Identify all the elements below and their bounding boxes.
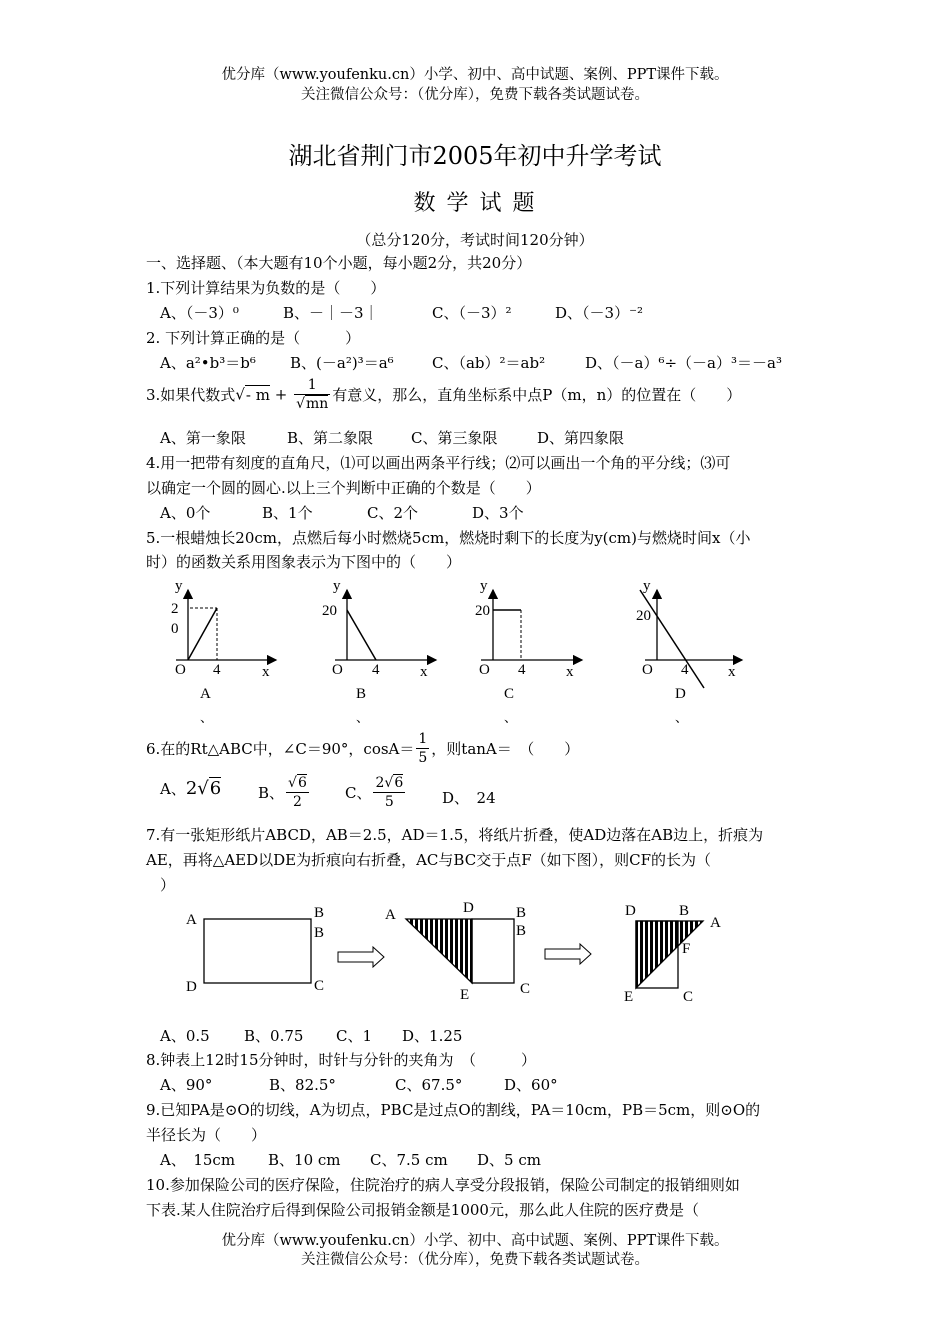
q6-option-c: C、 $\frac{2√6}{5}$ <box>345 775 404 810</box>
svg-text:E: E <box>460 987 470 1003</box>
q3-stem-post: 有意义，那么，直角坐标系中点P（m，n）的位置在（ ） <box>332 386 742 404</box>
q3-stem: 3.如果代数式√- m + $\frac{1}{√mn}$ 有意义，那么，直角坐标系中点P（m，n）的位置在（ ） <box>146 377 742 412</box>
q6-stem: 6.在的Rt△ABC中，∠C＝90°，cosA＝ $\frac{1}{5}$ ，则tanA＝ （ ） <box>146 731 580 766</box>
q9-line-1: 9.已知PA是⊙O的切线，A为切点，PBC是过点O的割线，PA＝10cm，PB＝5cm，则⊙O的 <box>146 1101 761 1119</box>
q5-line-2: 时）的函数关系用图象表示为下图中的（ ） <box>146 553 462 571</box>
fig3-shaded-triangle <box>636 921 703 988</box>
header-line-1: 优分库（www.youfenku.cn）小学、初中、高中试题、案例、PPT课件下载。 <box>221 67 729 83</box>
graph-b-line <box>347 610 376 660</box>
subject-title: 数 学 试 题 <box>413 191 537 216</box>
q7-line-2: AE，再将△AED以DE为折痕向右折叠，AC与BC交于点F（如下图），则CF的长为（ <box>146 851 711 869</box>
q7-option-a: A、0.5 <box>160 1027 210 1045</box>
q9-line-2: 半径长为（ ） <box>146 1126 267 1144</box>
graph-b-origin: O <box>332 662 343 678</box>
section-heading: 一、选择题、（本大题有10个小题，每小题2分，共20分） <box>146 254 532 272</box>
q9-option-c: C、7.5 cm <box>370 1151 448 1169</box>
q7-option-b: B、0.75 <box>244 1027 304 1045</box>
graph-d-mark: 、 <box>675 710 689 725</box>
q1-stem: 1.下列计算结果为负数的是（ ） <box>146 279 386 297</box>
q6-option-a: A、2√6 <box>160 778 222 799</box>
q2-stem: 2. 下列计算正确的是（ ） <box>146 329 361 347</box>
q1-option-a: A、（－3）⁰ <box>160 304 239 322</box>
graph-d-x-label: x <box>728 664 736 680</box>
q8-option-d: D、60° <box>504 1076 558 1094</box>
svg-text:D: D <box>625 903 636 919</box>
fig2-shaded-triangle <box>406 919 472 983</box>
q5-line-1: 5.一根蜡烛长20cm，点燃后每小时燃烧5cm，燃烧时剩下的长度为y(cm)与燃烧时间x（小 <box>146 529 751 547</box>
graph-a-y-label: y <box>175 578 183 594</box>
q7-option-d: D、1.25 <box>402 1027 463 1045</box>
graph-d-ytick: 20 <box>636 608 651 624</box>
q3-fraction-den: √mn <box>296 396 329 412</box>
svg-text:F: F <box>682 941 691 957</box>
graph-b-ytick: 20 <box>322 603 337 619</box>
graph-d-origin: O <box>642 662 653 678</box>
graph-a-ytick-1: 2 <box>171 601 179 617</box>
q7-line-1: 7.有一张矩形纸片ABCD，AB＝2.5，AD＝1.5，将纸片折叠，使AD边落在AB边上，折痕为 <box>146 826 764 844</box>
footer-line-2: 关注微信公众号：（优分库），免费下载各类试题试卷。 <box>301 1252 649 1268</box>
q1-option-c: C、（－3）² <box>432 304 512 322</box>
fig-arrow-1 <box>338 947 384 967</box>
q3-option-b: B、第二象限 <box>287 429 374 447</box>
q3-option-c: C、第三象限 <box>411 429 498 447</box>
q4-option-b: B、1个 <box>262 504 313 522</box>
q3-option-a: A、第一象限 <box>160 429 246 447</box>
q2-option-c: C、（ab）²＝ab² <box>432 354 546 372</box>
q6-option-d: D、 24 <box>442 789 496 807</box>
q4-option-a: A、0个 <box>160 504 211 522</box>
svg-text:A: A <box>385 907 396 923</box>
q8-option-a: A、90° <box>160 1076 213 1094</box>
svg-text:B: B <box>679 903 690 919</box>
fig-arrow-2 <box>545 944 591 964</box>
q1-option-d: D、（－3）⁻² <box>555 304 644 322</box>
svg-text:B: B <box>516 905 527 921</box>
q8-stem: 8.钟表上12时15分钟时，时针与分针的夹角为 （ ） <box>146 1051 536 1069</box>
graph-a-label: A <box>200 686 211 702</box>
graph-b-x-label: x <box>420 664 428 680</box>
q6-fraction: $\frac{1}{5}$ <box>418 731 428 766</box>
q10-line-1: 10.参加保险公司的医疗保险，住院治疗的病人享受分段报销，保险公司制定的报销细则如 <box>146 1176 740 1194</box>
svg-text:B: B <box>314 925 325 941</box>
q4-option-d: D、3个 <box>472 504 524 522</box>
graph-b-mark: 、 <box>356 710 370 725</box>
graph-b-y-label: y <box>333 578 341 594</box>
svg-text:C: C <box>520 981 531 997</box>
q9-option-d: D、5 cm <box>477 1151 541 1169</box>
q4-option-c: C、2个 <box>367 504 419 522</box>
svg-text:B: B <box>314 905 325 921</box>
svg-text:D: D <box>186 979 197 995</box>
graph-a-x-label: x <box>262 664 270 680</box>
q9-option-b: B、10 cm <box>268 1151 341 1169</box>
graph-b-xtick: 4 <box>372 662 380 678</box>
footer-line-1: 优分库（www.youfenku.cn）小学、初中、高中试题、案例、PPT课件下载。 <box>221 1233 729 1249</box>
graph-c-x-label: x <box>566 664 574 680</box>
svg-text:C: C <box>314 978 325 994</box>
graph-c-y-label: y <box>480 578 488 594</box>
q3-fraction-num: 1 <box>294 376 330 395</box>
graph-c-mark: 、 <box>504 710 518 725</box>
q7-figure <box>0 895 950 1025</box>
exam-title: 湖北省荆门市2005年初中升学考试 <box>288 142 662 170</box>
graph-a-origin: O <box>175 662 186 678</box>
q6-option-b: B、 $\frac{√6}{2}$ <box>258 775 307 810</box>
q4-line-2: 以确定一个圆的圆心.以上三个判断中正确的个数是（ ） <box>146 479 541 497</box>
q8-option-c: C、67.5° <box>395 1076 463 1094</box>
q9-option-a: A、 15cm <box>160 1151 236 1169</box>
q8-option-b: B、82.5° <box>269 1076 336 1094</box>
header-line-2: 关注微信公众号：（优分库），免费下载各类试题试卷。 <box>301 87 649 103</box>
graph-d-y-label: y <box>643 578 651 594</box>
q7-line-3: ） <box>160 876 176 894</box>
graph-c-xtick: 4 <box>518 662 526 678</box>
graph-d <box>636 578 742 725</box>
graph-c-label: C <box>504 686 515 702</box>
svg-text:A: A <box>710 915 721 931</box>
q1-option-b: B、－｜－3｜ <box>283 304 379 322</box>
q3-fraction <box>294 376 330 413</box>
q4-line-1: 4.用一把带有刻度的直角尺，⑴可以画出两条平行线；⑵可以画出一个角的平分线；⑶可 <box>146 454 731 472</box>
svg-text:E: E <box>624 989 634 1005</box>
q10-line-2: 下表.某人住院治疗后得到保险公司报销金额是1000元，那么此人住院的医疗费是（ <box>146 1201 699 1219</box>
q3-plus: + <box>274 385 288 404</box>
exam-subtitle: （总分120分，考试时间120分钟） <box>356 231 594 249</box>
q5-graphs <box>0 570 950 730</box>
graph-c-ytick: 20 <box>475 603 490 619</box>
graph-a-ytick-2: 0 <box>171 621 179 637</box>
graph-d-label: D <box>675 686 686 702</box>
graph-a-mark: 、 <box>200 710 214 725</box>
svg-text:B: B <box>516 923 527 939</box>
svg-text:D: D <box>463 900 474 916</box>
fig1-rectangle <box>204 919 311 983</box>
graph-a-xtick: 4 <box>213 662 221 678</box>
q2-option-d: D、（－a）⁶÷（－a）³＝－a³ <box>585 354 782 372</box>
graph-a <box>171 578 276 725</box>
q3-radicand-1: - m <box>245 385 270 404</box>
svg-text:C: C <box>683 989 694 1005</box>
graph-c <box>475 578 582 725</box>
graph-a-line <box>188 608 217 660</box>
graph-d-xtick: 4 <box>681 662 689 678</box>
svg-text:A: A <box>186 912 197 928</box>
q2-option-b: B、(－a²)³＝a⁶ <box>290 354 394 372</box>
graph-c-origin: O <box>479 662 490 678</box>
graph-b <box>322 578 436 725</box>
graph-b-label: B <box>356 686 367 702</box>
q3-option-d: D、第四象限 <box>537 429 625 447</box>
q2-option-a: A、a²•b³＝b⁶ <box>160 354 256 372</box>
q7-option-c: C、1 <box>336 1027 373 1045</box>
q3-stem-pre: 3.如果代数式 <box>146 386 236 404</box>
